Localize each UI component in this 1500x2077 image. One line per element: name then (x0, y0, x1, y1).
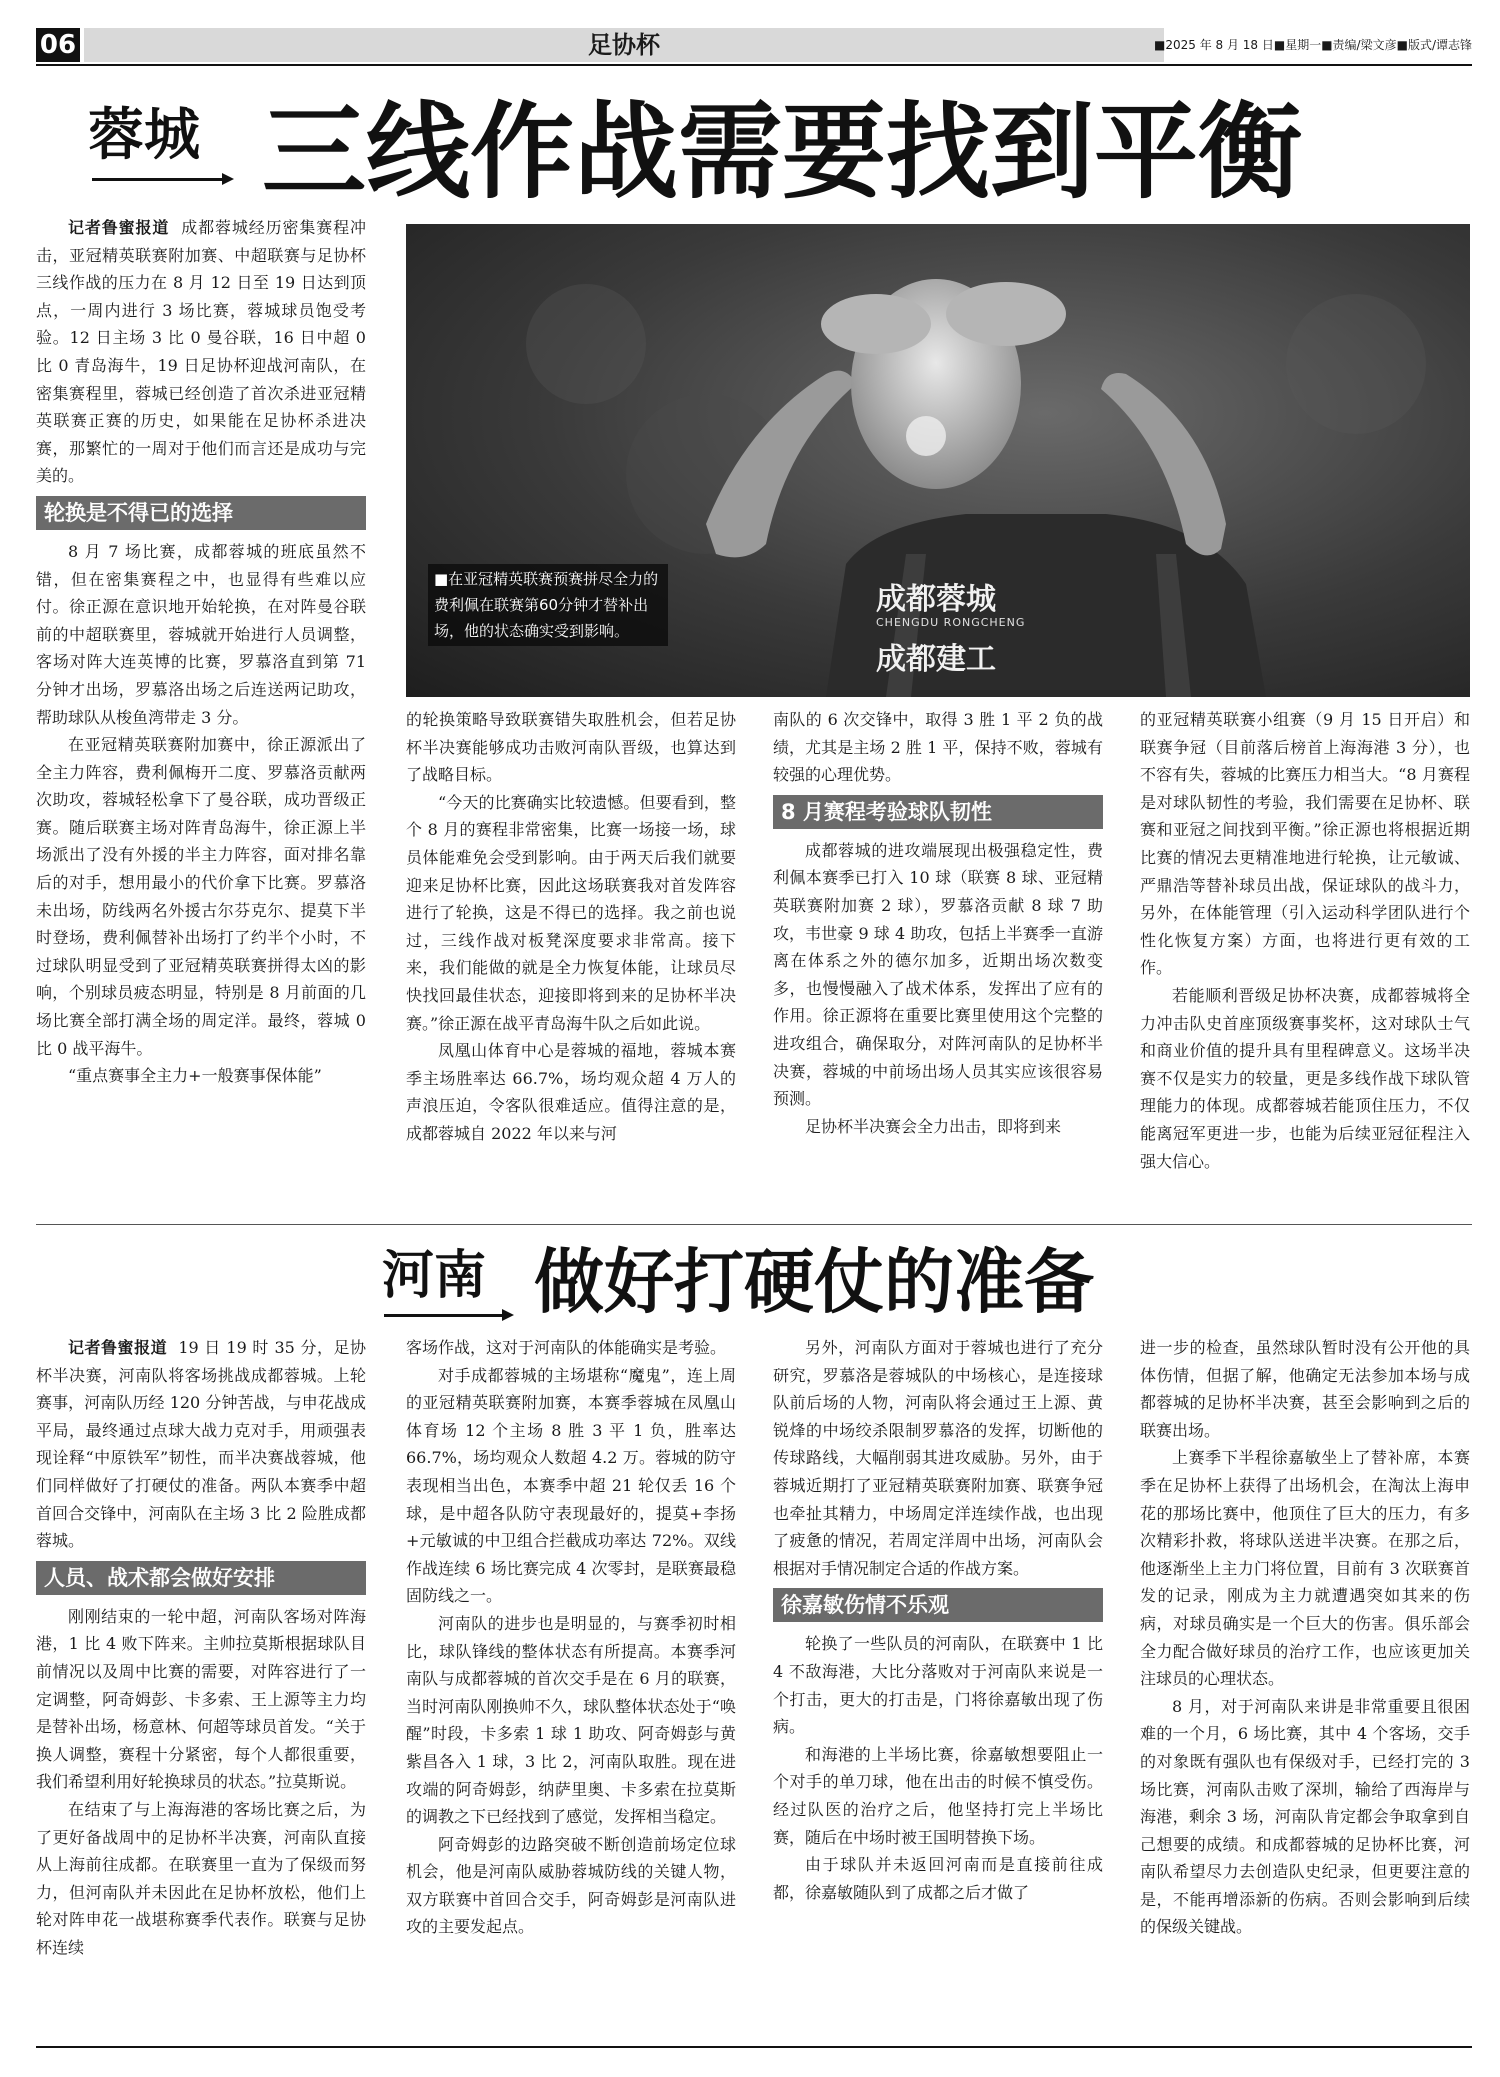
story1-paragraph: 成都蓉城的进攻端展现出极强稳定性，费利佩本赛季已打入 10 球（联赛 8 球、亚冠精英联赛附加赛 2 球），罗慕洛贡献 8 球 7 助攻，韦世豪 9 球 4 助攻，包括上半赛季一直游离在体系之外的德尔加多，近期出场次数变多，也慢慢融入了战术体系，发挥出了应有的作用。徐正源将在重要比赛里使用这个完整的进攻组合，确保取分，对阵河南队的足协杯半决赛，蓉城的中前场出场人员其实应该很容易预测。 (773, 840, 1103, 1109)
story2-paragraph: 客场作战，这对于河南队的体能确实是考验。 (406, 1338, 727, 1357)
story1-paragraph: “今天的比赛确实比较遗憾。但要看到，整个 8 月的赛程非常密集，比赛一场接一场，球员体能难免会受到影响。由于两天后我们就要迎来足协杯比赛，因此这场联赛我对首发阵容进行了轮换，这是不得已的选择。我之前也说过，三线作战对板凳深度要求非常高。接下来，我们能做的就是全力恢复体能，让球员尽快找回最佳状态，迎接即将到来的足协杯半决赛。”徐正源在战平青岛海牛队之后如此说。 (406, 792, 736, 1033)
story1-subheading-2: 8 月赛程考验球队韧性 (773, 795, 1103, 829)
story2-paragraph: 轮换了一些队员的河南队，在联赛中 1 比 4 不敌海港，大比分落败对于河南队来说是一个打击，更大的打击是，门将徐嘉敏出现了伤病。 (773, 1634, 1103, 1737)
story2-kicker-arrow (384, 1314, 504, 1317)
photo-caption: ■在亚冠精英联赛预赛拼尽全力的费利佩在联赛第60分钟才替补出场，他的状态确实受到影响。 (428, 564, 668, 646)
story1-column-1 (36, 214, 366, 1090)
story1-column-2 (406, 706, 736, 1148)
story1-paragraph: “重点赛事全主力+一般赛事保体能” (68, 1066, 322, 1086)
story2-byline: 记者鲁蜜报道 (68, 1338, 168, 1357)
section-bar (84, 28, 1164, 62)
story1-kicker: 蓉城 (88, 103, 200, 168)
story-divider (36, 1224, 1472, 1225)
bottom-rule (36, 2046, 1472, 2048)
story2-paragraph: 上赛季下半程徐嘉敏坐上了替补席，本赛季在足协杯上获得了出场机会，在淘汰上海申花的那场比赛中，他顶住了巨大的压力，有多次精彩扑救，将球队送进半决赛。在那之后，他逐渐坐上主力门将位置，目前有 3 次联赛首发的记录，刚成为主力就遭遇突如其来的伤病，对球员确实是一个巨大的伤害。俱乐部会全力配合做好球员的治疗工作，也应该更加关注球员的心理状态。 (1140, 1448, 1470, 1689)
story1-paragraph: 成都蓉城经历密集赛程冲击，亚冠精英联赛附加赛、中超联赛与足协杯三线作战的压力在 8 月 12 日至 19 日达到顶点，一周内进行 3 场比赛，蓉城球员饱受考验。12 日主场 3 比 0 曼谷联，16 日中超 0 比 0 青岛海牛，19 日足协杯迎战河南队，在密集赛程里，蓉城已经创造了首次杀进亚冠精英联赛正赛的历史，如果能在足协杯杀进决赛，那繁忙的一周对于他们而言还是成功与完美的。 (36, 218, 366, 486)
story2-subheading-1: 人员、战术都会做好安排 (36, 1561, 366, 1595)
edition-info: ■2025 年 8 月 18 日■星期一■责编/梁文彦■版式/谭志锋 (1154, 38, 1472, 52)
page-number: 06 (36, 28, 80, 62)
story1-paragraph: 足协杯半决赛会全力出击，即将到来 (805, 1116, 1062, 1136)
story2-paragraph: 进一步的检查，虽然球队暂时没有公开他的具体伤情，但据了解，他确定无法参加本场与成都蓉城的足协杯半决赛，甚至会影响到之后的联赛出场。 (1140, 1338, 1470, 1440)
story2-paragraph: 19 日 19 时 35 分，足协杯半决赛，河南队将客场挑战成都蓉城。上轮赛事，河南队历经 120 分钟苦战，与申花战成平局，最终通过点球大战力克对手，用顽强表现诠释“中原铁军”韧性，而半决赛战蓉城，他们同样做好了打硬仗的准备。两队本赛季中超首回合交锋中，河南队在主场 3 比 2 险胜成都蓉城。 (36, 1338, 367, 1551)
story2-column-2 (406, 1334, 736, 1941)
story2-paragraph: 8 月，对于河南队来讲是非常重要且很困难的一个月，6 场比赛，其中 4 个客场，交手的对象既有强队也有保级对手，已经打完的 3 场比赛，河南队击败了深圳，输给了西海岸与海港，剩余 3 场，河南队肯定都会争取拿到自己想要的成绩。和成都蓉城的足协杯比赛，河南队希望尽力去创造队史纪录，但更要注意的是，不能再增添新的伤病。否则会影响到后续的保级关键战。 (1140, 1696, 1470, 1937)
story1-headline: 三线作战需要找到平衡 (262, 90, 1303, 213)
story2-kicker: 河南 (382, 1246, 487, 1306)
story1-subheading-1: 轮换是不得已的选择 (36, 496, 366, 530)
story2-paragraph: 对手成都蓉城的主场堪称“魔鬼”，连上周的亚冠精英联赛附加赛，本赛季蓉城在凤凰山体育场 12 个主场 8 胜 3 平 1 负，胜率达 66.7%，场均观众人数超 4.2 万。蓉城的防守表现相当出色，本赛季中超 21 轮仅丢 16 个球，是中超各队防守表现最好的，提莫+李扬+元敏诚的中卫组合拦截成功率达 72%。双线作战连续 6 场比赛完成 4 次零封，是联赛最稳固防线之一。 (406, 1365, 736, 1606)
story1-photo (406, 224, 1470, 697)
story1-paragraph: 南队的 6 次交锋中，取得 3 胜 1 平 2 负的战绩，尤其是主场 2 胜 1 平，保持不败，蓉城有较强的心理优势。 (773, 710, 1103, 785)
story2-paragraph: 阿奇姆彭的边路突破不断创造前场定位球机会，他是河南队威胁蓉城防线的关键人物，双方联赛中首回合交手，阿奇姆彭是河南队进攻的主要发起点。 (406, 1834, 736, 1937)
story2-paragraph: 刚刚结束的一轮中超，河南队客场对阵海港，1 比 4 败下阵来。主帅拉莫斯根据球队目前情况以及周中比赛的需要，对阵容进行了一定调整，阿奇姆彭、卡多索、王上源等主力均是替补出场，杨意林、何超等球员首发。“关于换人调整，赛程十分紧密，每个人都很重要，我们希望利用好轮换球员的状态。”拉莫斯说。 (36, 1606, 366, 1792)
story2-column-3 (773, 1334, 1103, 1906)
story2-paragraph: 另外，河南队方面对于蓉城也进行了充分研究，罗慕洛是蓉城队的中场核心，是连接球队前后场的人物，河南队将会通过王上源、黄锐烽的中场绞杀限制罗慕洛的发挥，切断他的传球路线，大幅削弱其进攻威胁。另外，由于蓉城近期打了亚冠精英联赛附加赛、联赛争冠也牵扯其精力，中场周定洋连续作战，也出现了疲惫的情况，若周定洋周中出场，河南队会根据对手情况制定合适的作战方案。 (773, 1338, 1103, 1578)
story1-kicker-arrow (92, 178, 224, 181)
story1-paragraph: 凤凰山体育中心是蓉城的福地，蓉城本赛季主场胜率达 66.7%，场均观众超 4 万人的声浪压迫，令客队很难适应。值得注意的是，成都蓉城自 2022 年以来与河 (406, 1041, 736, 1143)
jersey-text-en: CHENGDU RONGCHENG (876, 616, 1026, 629)
story1-byline: 记者鲁蜜报道 (68, 218, 170, 237)
section-name: 足协杯 (588, 31, 660, 59)
page-header (36, 28, 1472, 62)
story2-column-1 (36, 1334, 366, 1961)
story2-subheading-2: 徐嘉敏伤情不乐观 (773, 1588, 1103, 1622)
jersey-sponsor: 成都建工 (876, 642, 996, 677)
story2-paragraph: 在结束了与上海海港的客场比赛之后，为了更好备战周中的足协杯半决赛，河南队直接从上海前往成都。在联赛里一直为了保级而努力，但河南队并未因此在足协杯放松，他们上轮对阵申花一战堪称赛季代表作。联赛与足协杯连续 (36, 1799, 366, 1957)
story2-paragraph: 河南队的进步也是明显的，与赛季初时相比，球队锋线的整体状态有所提高。本赛季河南队与成都蓉城的首次交手是在 6 月的联赛，当时河南队刚换帅不久，球队整体状态处于“唤醒”时段，卡多索 1 球 1 助攻、阿奇姆彭与黄紫昌各入 1 球，3 比 2，河南队取胜。现在进攻端的阿奇姆彭，纳萨里奥、卡多索在拉莫斯的调教之下已经找到了感觉，发挥相当稳定。 (406, 1613, 736, 1827)
story1-paragraph: 的亚冠精英联赛小组赛（9 月 15 日开启）和联赛争冠（目前落后榜首上海海港 3 分），也不容有失，蓉城的比赛压力相当大。“8 月赛程是对球队韧性的考验，我们需要在足协杯、联赛和亚冠之间找到平衡。”徐正源也将根据近期比赛的情况去更精准地进行轮换，让元敏诚、严鼎浩等替补球员出战，保证球队的战斗力，另外，在体能管理（引入运动科学团队进行个性化恢复方案）方面，也将进行更有效的工作。 (1140, 710, 1470, 978)
story1-paragraph: 的轮换策略导致联赛错失取胜机会，但若足协杯半决赛能够成功击败河南队晋级，也算达到了战略目标。 (406, 710, 736, 785)
jersey-text: 成都蓉城 (876, 582, 996, 617)
story2-column-4 (1140, 1334, 1470, 1941)
story1-column-3 (773, 706, 1103, 1140)
story1-paragraph: 8 月 7 场比赛，成都蓉城的班底虽然不错，但在密集赛程之中，也显得有些难以应付。徐正源在意识地开始轮换，在对阵曼谷联前的中超联赛里，蓉城就开始进行人员调整，客场对阵大连英博的比赛，罗慕洛直到第 71 分钟才出场，罗慕洛出场之后连送两记助攻，帮助球队从梭鱼湾带走 3 分。 (36, 541, 366, 727)
story1-column-4 (1140, 706, 1470, 1175)
story2-paragraph: 由于球队并未返回河南而是直接前往成都，徐嘉敏随队到了成都之后才做了 (773, 1855, 1103, 1902)
story1-paragraph: 在亚冠精英联赛附加赛中，徐正源派出了全主力阵容，费利佩梅开二度、罗慕洛贡献两次助攻，蓉城轻松拿下了曼谷联，成功晋级正赛。随后联赛主场对阵青岛海牛，徐正源上半场派出了没有外援的半主力阵容，面对排名靠后的对手，想用最小的代价拿下比赛。罗慕洛未出场，防线两名外援古尔芬克尔、提莫下半时登场，费利佩替补出场打了约半个小时，不过球队明显受到了亚冠精英联赛拼得太凶的影响，个别球员疲态明显，特别是 8 月前面的几场比赛全部打满全场的周定洋。最终，蓉城 0 比 0 战平海牛。 (36, 735, 366, 1058)
header-rule (36, 64, 1472, 66)
story1-paragraph: 若能顺利晋级足协杯决赛，成都蓉城将全力冲击队史首座顶级赛事奖杯，这对球队士气和商业价值的提升具有里程碑意义。这场半决赛不仅是实力的较量，更是多线作战下球队管理能力的体现。成都蓉城若能顶住压力，不仅能离冠军更进一步，也能为后续亚冠征程注入强大信心。 (1140, 985, 1470, 1171)
story2-headline: 做好打硬仗的准备 (534, 1240, 1094, 1323)
story2-paragraph: 和海港的上半场比赛，徐嘉敏想要阻止一个对手的单刀球，他在出击的时候不慎受伤。经过队医的治疗之后，他坚持打完上半场比赛，随后在中场时被王国明替换下场。 (773, 1744, 1103, 1847)
